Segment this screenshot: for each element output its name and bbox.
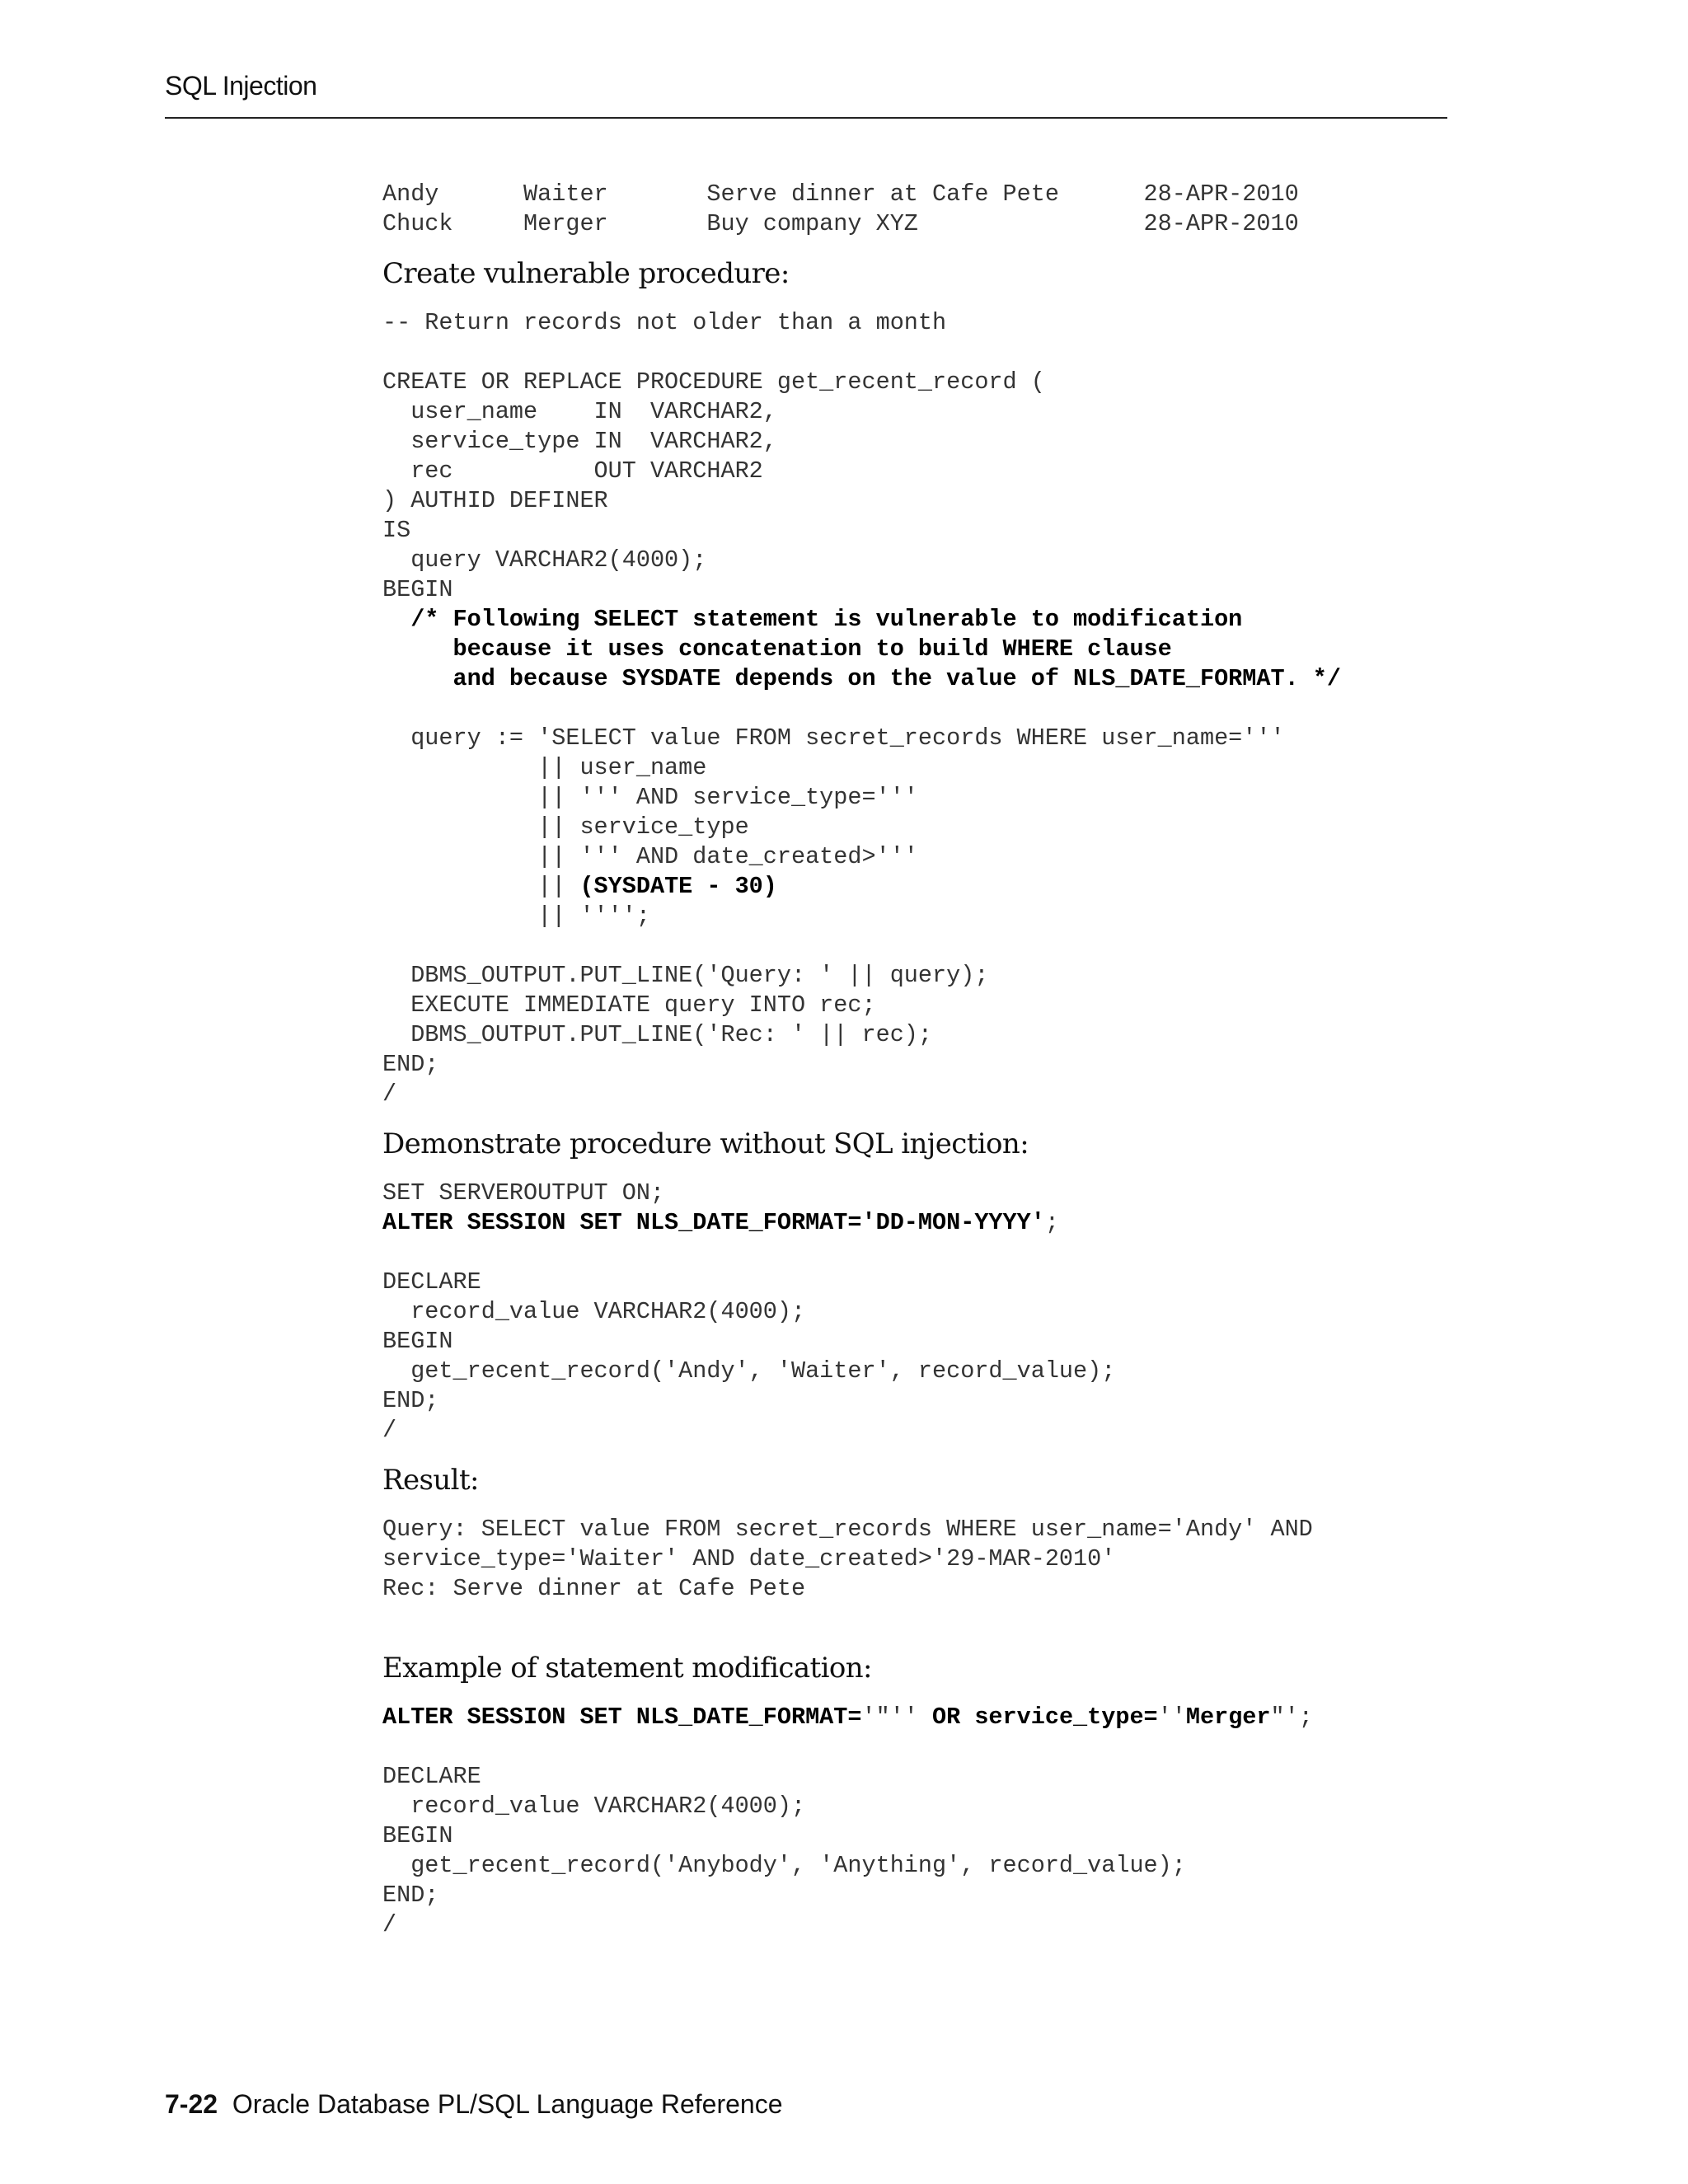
demo-code-block (382, 1179, 1446, 1446)
procedure-code-block (382, 308, 1446, 1109)
procedure-comment: /* Following SELECT statement is vulnerable to modification because it uses concatenation to build WHERE clause and because SYSDATE depends on the value of NLS_DATE_FORMAT. */ (410, 606, 1341, 692)
page-number: 7-22 (165, 2089, 218, 2119)
header-rule (165, 117, 1447, 119)
serveroutput-line: SET SERVEROUTPUT ON; (382, 1179, 665, 1207)
modification-heading: Example of statement modification: (382, 1652, 872, 1685)
result-output-block: Query: SELECT value FROM secret_records WHERE user_name='Andy' AND service_type='Waiter' AND date_created>'29-MAR-2010' Rec: Serve dinner at Cafe Pete (382, 1516, 1313, 1602)
sysdate-expression: (SYSDATE - 30) (579, 873, 777, 900)
alter-session-terminator: ; (1044, 1209, 1059, 1236)
mod-alter-e: Merger (1185, 1704, 1271, 1731)
mod-alter-a: ALTER SESSION SET NLS_DATE_FORMAT= (382, 1704, 862, 1731)
mod-alter-f: "'; (1270, 1704, 1313, 1731)
demo-anonymous-block: DECLARE record_value VARCHAR2(4000); BEGIN get_recent_record('Andy', 'Waiter', record_value); END; / (382, 1268, 1116, 1444)
sysdate-prefix: || (382, 873, 580, 900)
alter-session-statement: ALTER SESSION SET NLS_DATE_FORMAT='DD-MON-YYYY' (382, 1209, 1045, 1236)
mod-alter-d: '' (1157, 1704, 1186, 1731)
page-footer (165, 2089, 783, 2120)
mod-alter-c: OR service_type= (932, 1704, 1158, 1731)
book-title: Oracle Database PL/SQL Language Reference (232, 2089, 783, 2119)
modification-code-block (382, 1703, 1446, 1940)
mod-alter-b: '"'' (861, 1704, 933, 1731)
demo-heading: Demonstrate procedure without SQL injection: (382, 1127, 1029, 1160)
modification-anonymous-block: DECLARE record_value VARCHAR2(4000); BEGIN get_recent_record('Anybody', 'Anything', record_value); END; / (382, 1763, 1186, 1938)
procedure-code-part1: -- Return records not older than a month CREATE OR REPLACE PROCEDURE get_recent_record ( user_name IN VARCHAR2, service_type IN VARCHAR2, rec OUT VARCHAR2 ) AUTHID DEFINER IS query VARCHAR2(4000); BEGIN (382, 309, 1045, 603)
table-row-chuck: Chuck Merger Buy company XYZ 28-APR-2010 (382, 210, 1299, 237)
page-content (382, 180, 1446, 1940)
result-heading: Result: (382, 1464, 479, 1497)
procedure-code-part3: || ''''; DBMS_OUTPUT.PUT_LINE('Query: ' || query); EXECUTE IMMEDIATE query INTO rec; DBMS_OUTPUT.PUT_LINE('Rec: ' || rec); END; / (382, 902, 989, 1108)
table-row-andy: Andy Waiter Serve dinner at Cafe Pete 28-APR-2010 (382, 180, 1299, 208)
procedure-code-part2: query := 'SELECT value FROM secret_records WHERE user_name=''' || user_name || ''' AND service_type=''' || service_type || ''' AND date_created>''' (410, 724, 1285, 870)
table-rows-code (382, 180, 1446, 239)
running-header-title: SQL Injection (165, 71, 317, 101)
create-procedure-heading: Create vulnerable procedure: (382, 257, 790, 290)
